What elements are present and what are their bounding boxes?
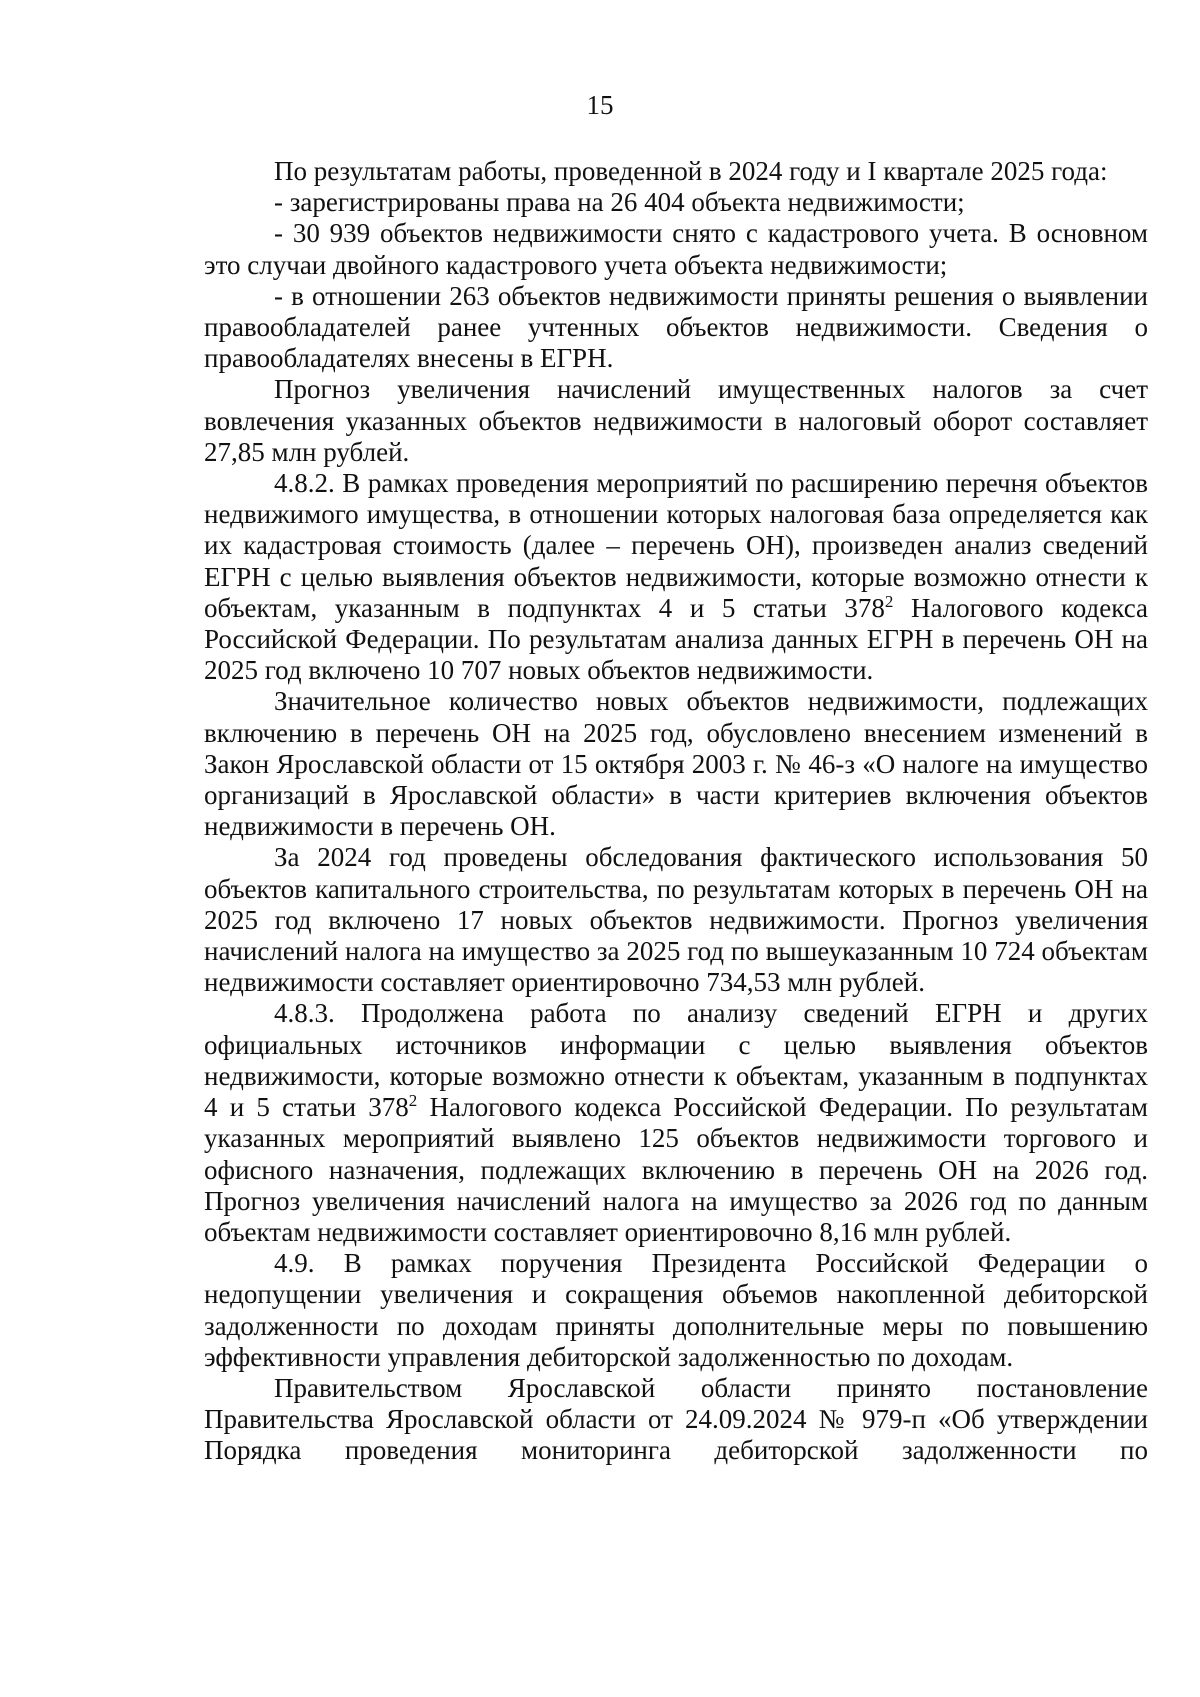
paragraph-4-8-3-text-a: 4.8.3. Продолжена работа по анализу сведений ЕГРН и других официальных источников информации с целью выявления объектов недвижимости, которые возможно отнести к объектам, указанным в подпунктах 4 и 5 статьи 378 xyxy=(204,998,1148,1123)
paragraph-4-8-2 xyxy=(204,468,1148,686)
paragraph-4-8-2-text-a: 4.8.2. В рамках проведения мероприятий по расширению перечня объектов недвижимого имущества, в отношении которых налоговая база определяется как их кадастровая стоимость (далее – перечень ОН), произведен анализ сведений ЕГРН с целью выявления объектов недвижимости, которые возможно отнести к объектам, указанным в подпунктах 4 и 5 статьи 378 xyxy=(204,468,1148,623)
page-number: 15 xyxy=(586,90,614,120)
paragraph-4-8-3-text-b: Налогового кодекса Российской Федерации. По результатам указанных мероприятий выявлено 125 объектов недвижимости торгового и офисного назначения, подлежащих включению в перечень ОН на 2026 год. Прогноз увеличения начислений налога на имущество за 2026 год по данным объектам недвижимости составляет ориентировочно 8,16 млн рублей. xyxy=(204,1092,1148,1247)
paragraph-4-8-2-text-b: Налогового кодекса Российской Федерации. По результатам анализа данных ЕГРН в перечень ОН на 2025 год включено 10 707 новых объектов недвижимости. xyxy=(204,592,1148,686)
paragraph-government-resolution: Правительством Ярославской области принято постановление Правительства Ярославской области от 24.09.2024 № 979-п «Об утверждении Порядка проведения мониторинга дебиторской задолженности по xyxy=(204,1372,1148,1466)
list-item-removed-from-cadastre: - 30 939 объектов недвижимости снято с кадастрового учета. В основном это случаи двойного кадастрового учета объекта недвижимости; xyxy=(204,218,1148,280)
paragraph-4-8-3 xyxy=(204,998,1148,1248)
paragraph-law-amendments: Значительное количество новых объектов недвижимости, подлежащих включению в перечень ОН на 2025 год, обусловлено внесением изменений в Закон Ярославской области от 15 октября 2003 г. № 46-з «О налоге на имущество организаций в Ярославской области» в части критериев включения объектов недвижимости в перечень ОН. xyxy=(204,686,1148,842)
paragraph-tax-forecast: Прогноз увеличения начислений имущественных налогов за счет вовлечения указанных объектов недвижимости в налоговый оборот составляет 27,85 млн рублей. xyxy=(204,374,1148,467)
paragraph-results-intro: По результатам работы, проведенной в 2024 году и I квартале 2025 года: xyxy=(274,156,1108,186)
article-superscript: 2 xyxy=(884,591,894,611)
list-item-owners-identified: - в отношении 263 объектов недвижимости приняты решения о выявлении правообладателей ранее учтенных объектов недвижимости. Сведения о правообладателях внесены в ЕГРН. xyxy=(204,280,1148,374)
article-superscript: 2 xyxy=(408,1091,418,1111)
paragraph-4-9: 4.9. В рамках поручения Президента Российской Федерации о недопущении увеличения и сокращения объемов накопленной дебиторской задолженности по доходам приняты дополнительные меры по повышению эффективности управления дебиторской задолженностью по доходам. xyxy=(204,1248,1148,1372)
document-body xyxy=(204,156,1148,1467)
list-item-registered-rights: - зарегистрированы права на 26 404 объекта недвижимости; xyxy=(274,187,965,218)
paragraph-2024-inspections: За 2024 год проведены обследования фактического использования 50 объектов капитального строительства, по результатам которых в перечень ОН на 2025 год включено 17 новых объектов недвижимости. Прогноз увеличения начислений налога на имущество за 2025 год по вышеуказанным 10 724 объектам недвижимости составляет ориентировочно 734,53 млн рублей. xyxy=(204,842,1148,998)
